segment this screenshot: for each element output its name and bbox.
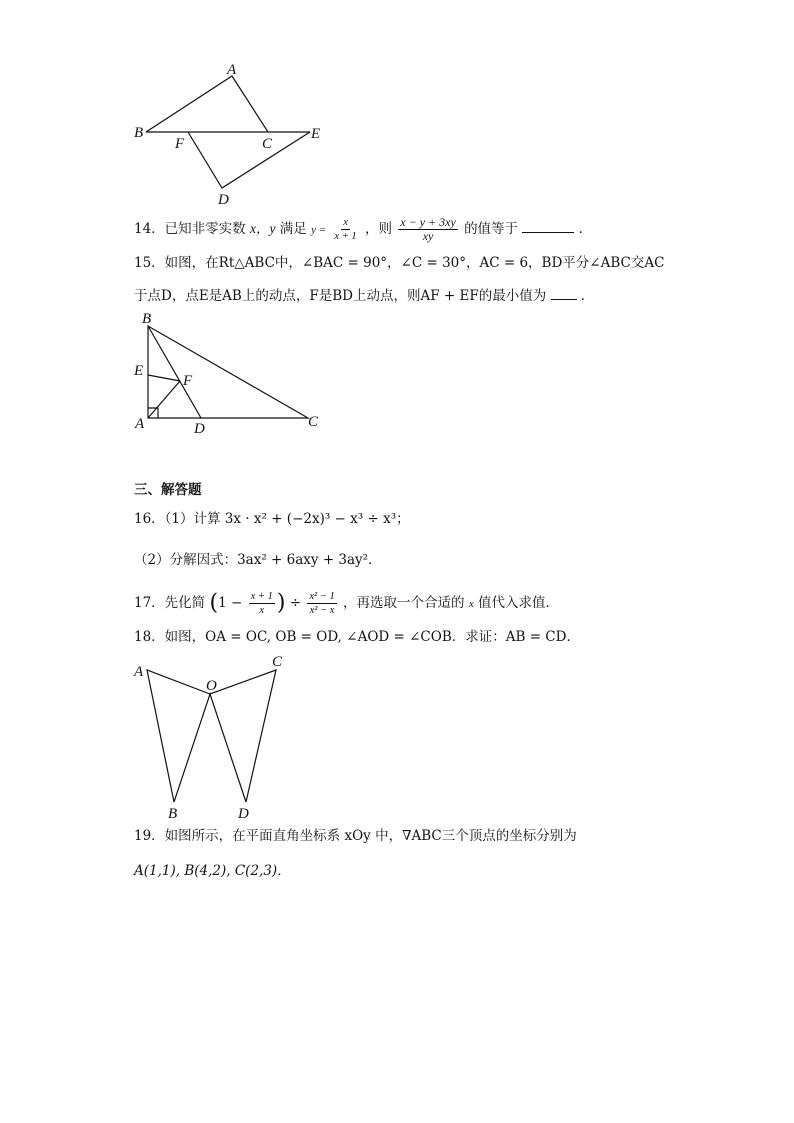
q14-eq-num: x bbox=[343, 217, 348, 228]
q14-end: ． bbox=[578, 221, 593, 237]
segment-e-f bbox=[148, 375, 180, 381]
q17-fraction-1 bbox=[249, 590, 275, 617]
figure-q15 bbox=[130, 308, 330, 438]
q17-f1-num: x + 1 bbox=[250, 591, 273, 602]
section-heading: 三、解答题 bbox=[134, 482, 202, 498]
question-15-line-1: 15．如图，在Rt△ABC中，∠BAC = 90°，∠C = 30°，AC = 6，BD平分∠ABC交AC bbox=[134, 255, 665, 271]
q14-expr-num: x − y + 3xy bbox=[400, 215, 456, 229]
q17-var: x bbox=[468, 598, 474, 610]
question-19-line-1: 19．如图所示，在平面直角坐标系 xOy 中，∇ABC三个顶点的坐标分别为 bbox=[134, 828, 577, 844]
q17-f2-num: x² − 1 bbox=[309, 591, 335, 602]
figure-q18 bbox=[130, 650, 300, 825]
label-D: D bbox=[238, 806, 249, 822]
q14-satisfy: 满足 bbox=[279, 221, 307, 237]
label-A: A bbox=[135, 416, 145, 432]
segment-b-o-d bbox=[174, 694, 246, 802]
q14-fraction-2 bbox=[398, 216, 458, 243]
label-D: D bbox=[194, 421, 205, 437]
question-16-part-2: （2）分解因式：3ax² + 6axy + 3ay²． bbox=[134, 552, 382, 568]
label-E: E bbox=[311, 126, 321, 142]
label-F: F bbox=[183, 373, 193, 389]
label-F: F bbox=[175, 136, 185, 152]
label-C: C bbox=[272, 654, 283, 670]
question-16-part-1: 16．（1）计算 3x · x² + (−2x)³ − x³ ÷ x³； bbox=[134, 511, 410, 527]
q14-prefix: 14．已知非零实数 bbox=[134, 221, 246, 237]
question-18: 18．如图，OA = OC, OB = OD, ∠AOD = ∠COB．求证：AB = CD． bbox=[134, 629, 580, 645]
q14-fraction-1 bbox=[332, 216, 358, 243]
answer-blank-q15[interactable] bbox=[551, 285, 577, 300]
q17-suffix2: 值代入求值． bbox=[478, 595, 560, 611]
q15-line2-text: 于点D，点E是AB上的动点，F是BD上动点，则AF + EF的最小值为 bbox=[134, 288, 547, 304]
segment-b-a-c bbox=[146, 76, 268, 132]
q17-f1-den: x bbox=[259, 605, 265, 616]
q14-vars: x，y bbox=[249, 221, 276, 236]
q14-suffix: 的值等于 bbox=[464, 221, 519, 237]
label-E: E bbox=[134, 363, 144, 379]
segment-b-d bbox=[148, 326, 201, 418]
q14-expr-den: xy bbox=[422, 229, 434, 243]
question-17 bbox=[134, 590, 559, 617]
label-C: C bbox=[262, 136, 273, 152]
label-B: B bbox=[134, 125, 144, 141]
label-D: D bbox=[218, 192, 229, 208]
label-A: A bbox=[227, 62, 237, 78]
q15-end: ． bbox=[580, 288, 595, 304]
triangle-abc bbox=[148, 326, 308, 418]
label-A: A bbox=[134, 664, 144, 680]
q17-div: ÷ bbox=[289, 595, 302, 611]
label-B: B bbox=[168, 806, 178, 822]
label-B: B bbox=[142, 311, 152, 327]
question-19-line-2: A(1,1), B(4,2), C(2,3)． bbox=[134, 863, 291, 879]
q17-f2-den: x² − x bbox=[309, 605, 335, 616]
q17-fraction-2 bbox=[307, 590, 336, 617]
q14-eq-lhs: y = bbox=[311, 224, 327, 236]
q17-prefix: 17．先化简 bbox=[134, 595, 206, 611]
answer-blank-q14[interactable] bbox=[522, 218, 574, 233]
segment-f-d-e bbox=[188, 132, 310, 188]
label-O: O bbox=[206, 678, 217, 694]
q17-paren-open: ( bbox=[209, 590, 219, 616]
figure-q13 bbox=[130, 60, 330, 210]
q17-one-minus: 1 − bbox=[218, 595, 243, 611]
segment-a-f bbox=[148, 381, 180, 418]
q17-suffix: ，再选取一个合适的 bbox=[343, 595, 465, 611]
label-C: C bbox=[308, 414, 319, 430]
q17-paren-close: ) bbox=[276, 590, 286, 616]
q14-eq-den: x + 1 bbox=[334, 231, 357, 242]
question-15-line-2 bbox=[134, 285, 594, 306]
q14-then: ，则 bbox=[364, 221, 392, 237]
question-14 bbox=[134, 216, 592, 243]
